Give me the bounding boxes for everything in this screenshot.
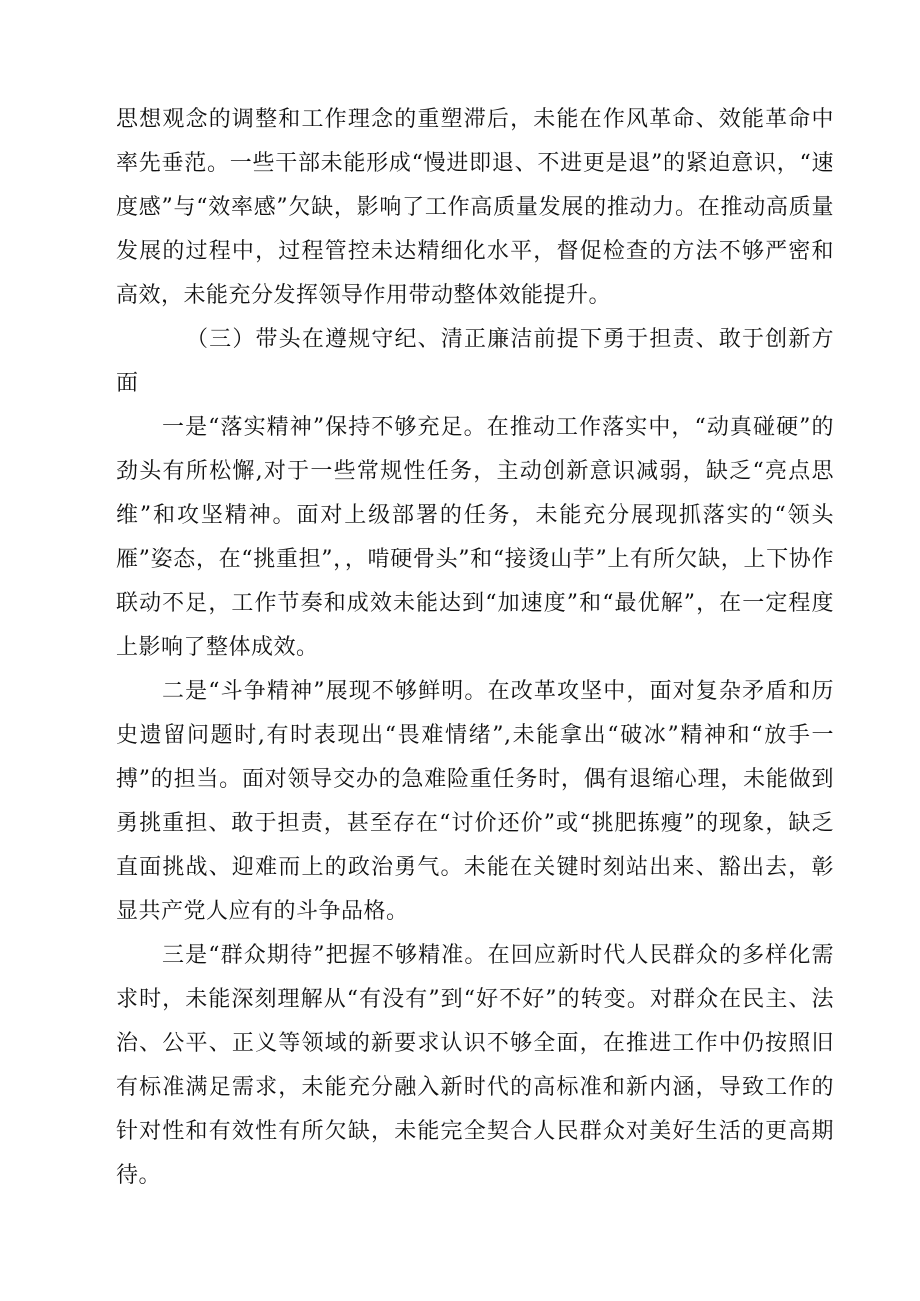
section-heading: （三）带头在遵规守纪、清正廉洁前提下勇于担责、敢于创新方面 (116, 327, 834, 396)
paragraph-implementation-spirit: 一是“落实精神”保持不够充足。在推动工作落实中，“动真碰硬”的劲头有所松懈,对于一些常规性任务，主动创新意识减弱，缺乏“亮点思维”和攻坚精神。面对上级部署的任务，未能充分展现抓落实的“领头雁”姿态，在“挑重担”，，啃硬骨头”和“接烫山芋”上有所欠缺，上下协作联动不足，工作节奏和成效未能达到“加速度”和“最优解”，在一定程度上影响了整体成效。 (116, 415, 834, 660)
document-body (116, 98, 834, 1198)
paragraph-public-expectations: 三是“群众期待”把握不够精准。在回应新时代人民群众的多样化需求时，未能深刻理解从“有没有”到“好不好”的转变。对群众在民主、法治、公平、正义等领域的新要求认识不够全面，在推进工作中仍按照旧有标准满足需求，未能充分融入新时代的高标准和新内涵，导致工作的针对性和有效性有所欠缺，未能完全契合人民群众对美好生活的更高期待。 (116, 943, 834, 1188)
paragraph-continued: 思想观念的调整和工作理念的重塑滞后，未能在作风革命、效能革命中率先垂范。一些干部未能形成“慢进即退、不进更是退”的紧迫意识，“速度感”与“效率感”欠缺，影响了工作高质量发展的推动力。在推动高质量发展的过程中，过程管控未达精细化水平，督促检查的方法不够严密和高效，未能充分发挥领导作用带动整体效能提升。 (116, 107, 834, 308)
paragraph-struggle-spirit: 二是“斗争精神”展现不够鲜明。在改革攻坚中，面对复杂矛盾和历史遗留问题时,有时表现出“畏难情绪”,未能拿出“破冰”精神和“放手一搏”的担当。面对领导交办的急难险重任务时，偶有退缩心理，未能做到勇挑重担、敢于担责，甚至存在“讨价还价”或“挑肥拣瘦”的现象，缺乏直面挑战、迎难而上的政治勇气。未能在关键时刻站出来、豁出去，彰显共产党人应有的斗争品格。 (116, 679, 834, 924)
